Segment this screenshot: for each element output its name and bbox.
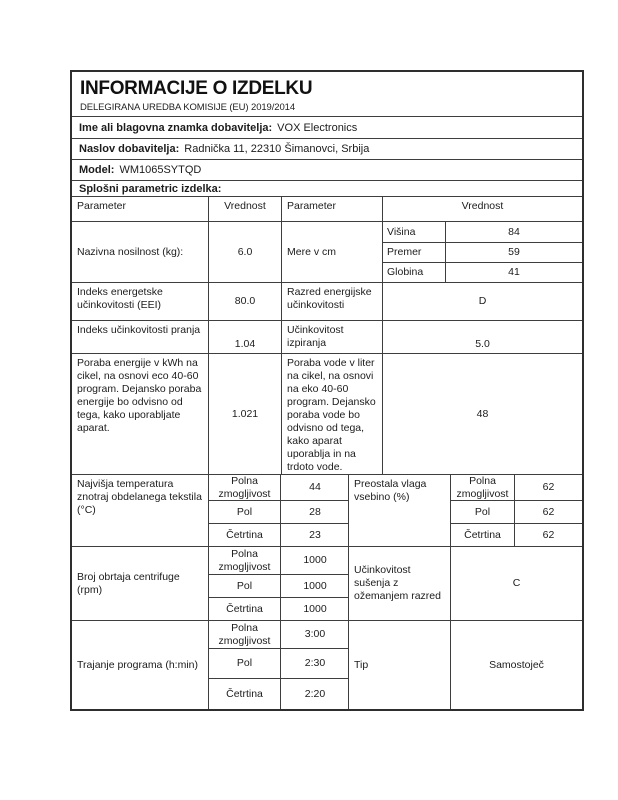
model-label: Model: <box>79 164 115 176</box>
spin-speed-quarter-value: 1000 <box>303 602 327 615</box>
spin-speed-full-row <box>209 547 348 575</box>
section-heading-row <box>72 181 582 197</box>
duration-half-label: Pol <box>209 649 281 678</box>
water-use-value: 48 <box>476 407 489 420</box>
max-temp-full-label: Polna zmogljivost <box>209 475 281 500</box>
max-temp-full-row <box>209 475 348 501</box>
energy-use-param: Poraba energije v kWh na cikel, na osnovi eco 40-60 program. Dejansko poraba energije bo odvisno od tega, kako uporabljate aparat. <box>72 354 209 474</box>
residual-moisture-param: Preostala vlaga vsebino (%) <box>349 475 451 546</box>
rinse-eff-value: 5.0 <box>475 338 490 350</box>
duration-quarter-label: Četrtina <box>209 679 281 709</box>
max-temp-half-value: 28 <box>309 505 321 518</box>
table-header-row <box>72 197 582 222</box>
header-value-right: Vrednost <box>461 200 504 212</box>
spin-speed-half-value: 1000 <box>303 579 327 592</box>
row-capacity-dimensions <box>72 222 582 283</box>
dimension-diameter-row <box>383 243 582 263</box>
dimension-diameter-label: Premer <box>383 243 446 262</box>
residual-moisture-quarter-label: Četrtina <box>451 524 515 546</box>
dimension-height-label: Višina <box>383 222 446 242</box>
water-use-param: Poraba vode v liter na cikel, na osnovi na eko 40-60 program. Dejansko poraba vode bo odvisno od tega, kako aparat uporablja in na trdoto vode. <box>282 354 383 474</box>
energy-use-value: 1.021 <box>209 354 282 474</box>
dimension-depth-label: Globina <box>383 263 446 282</box>
spin-speed-half-row <box>209 575 348 598</box>
spin-dry-class-value: C <box>512 577 521 589</box>
residual-moisture-half-row <box>451 501 582 524</box>
eei-param: Indeks energetske učinkovitosti (EEI) <box>72 283 209 320</box>
residual-moisture-half-value: 62 <box>542 505 555 518</box>
capacity-param: Nazivna nosilnost (kg): <box>72 222 209 282</box>
document-title: INFORMACIJE O IZDELKU <box>80 78 313 99</box>
supplier-name-row <box>72 117 582 139</box>
spin-speed-param: Broj obrtaja centrifuge (rpm) <box>72 547 209 620</box>
row-wash-rinse <box>72 321 582 354</box>
duration-full-value: 3:00 <box>304 628 326 640</box>
header-parameter-right: Parameter <box>282 197 383 221</box>
eei-value: 80.0 <box>209 283 282 320</box>
model-value: WM1065SYTQD <box>119 164 202 176</box>
rinse-eff-param: Učinkovitost izpiranja <box>282 321 383 353</box>
dimension-depth-value: 41 <box>508 266 520 278</box>
dimension-height-value: 84 <box>508 225 520 238</box>
max-temp-full-value: 44 <box>309 481 321 493</box>
spin-speed-subtable <box>209 547 349 620</box>
dimension-depth-row <box>383 263 582 282</box>
residual-moisture-full-row <box>451 475 582 501</box>
duration-param: Trajanje programa (h:min) <box>72 621 209 709</box>
duration-half-value: 2:30 <box>304 657 326 669</box>
wash-index-param: Indeks učinkovitosti pranja <box>72 321 209 353</box>
residual-moisture-subtable <box>451 475 582 546</box>
header-value-left: Vrednost <box>209 197 282 221</box>
product-info-sheet <box>70 70 584 711</box>
row-energy-water-use <box>72 354 582 475</box>
residual-moisture-half-label: Pol <box>451 501 515 523</box>
document-subtitle: DELEGIRANA UREDBA KOMISIJE (EU) 2019/2014 <box>80 102 296 113</box>
duration-full-row <box>209 621 348 649</box>
max-temp-subtable <box>209 475 349 546</box>
capacity-value: 6.0 <box>209 222 282 282</box>
supplier-address-row <box>72 139 582 160</box>
spin-speed-quarter-label: Četrtina <box>209 598 281 620</box>
spin-speed-quarter-row <box>209 598 348 620</box>
supplier-address-value: Radnička 11, 22310 Šimanovci, Srbija <box>184 143 370 155</box>
type-param: Tip <box>349 621 451 709</box>
max-temp-quarter-value: 23 <box>309 528 321 541</box>
residual-moisture-full-label: Polna zmogljivost <box>451 475 515 500</box>
row-temp-moisture <box>72 475 582 547</box>
section-heading: Splošni parametric izdelka: <box>79 182 222 195</box>
max-temp-quarter-row <box>209 524 348 546</box>
supplier-name-value: VOX Electronics <box>277 121 358 134</box>
spin-speed-half-label: Pol <box>209 575 281 597</box>
max-temp-quarter-label: Četrtina <box>209 524 281 546</box>
spin-speed-full-label: Polna zmogljivost <box>209 547 281 574</box>
duration-quarter-value: 2:20 <box>304 687 326 700</box>
row-spin-speed-class <box>72 547 582 621</box>
dimensions-subtable <box>383 222 582 282</box>
model-row <box>72 160 582 181</box>
residual-moisture-quarter-row <box>451 524 582 546</box>
max-temp-param: Najvišja temperatura znotraj obdelanega tekstila (°C) <box>72 475 209 546</box>
duration-half-row <box>209 649 348 679</box>
duration-subtable <box>209 621 349 709</box>
energy-class-param: Razred energijske učinkovitosti <box>282 283 383 320</box>
dimension-diameter-value: 59 <box>508 246 520 258</box>
energy-class-value: D <box>478 295 487 307</box>
spin-dry-class-param: Učinkovitost sušenja z ožemanjem razred <box>349 547 451 620</box>
type-value: Samostoječ <box>489 658 544 671</box>
residual-moisture-quarter-value: 62 <box>542 528 555 541</box>
duration-quarter-row <box>209 679 348 709</box>
supplier-address-label: Naslov dobavitelja: <box>79 143 180 155</box>
row-duration-type <box>72 621 582 709</box>
supplier-name-label: Ime ali blagovna znamka dobavitelja: <box>79 121 273 134</box>
parameters-table <box>72 197 582 709</box>
title-block <box>72 72 582 117</box>
wash-index-value: 1.04 <box>209 321 282 353</box>
max-temp-half-row <box>209 501 348 524</box>
dimension-height-row <box>383 222 582 243</box>
row-eei-energy-class <box>72 283 582 321</box>
residual-moisture-full-value: 62 <box>542 481 555 493</box>
header-parameter-left: Parameter <box>72 197 209 221</box>
dimensions-param: Mere v cm <box>282 222 383 282</box>
max-temp-half-label: Pol <box>209 501 281 523</box>
duration-full-label: Polna zmogljivost <box>209 621 281 648</box>
spin-speed-full-value: 1000 <box>303 554 327 566</box>
